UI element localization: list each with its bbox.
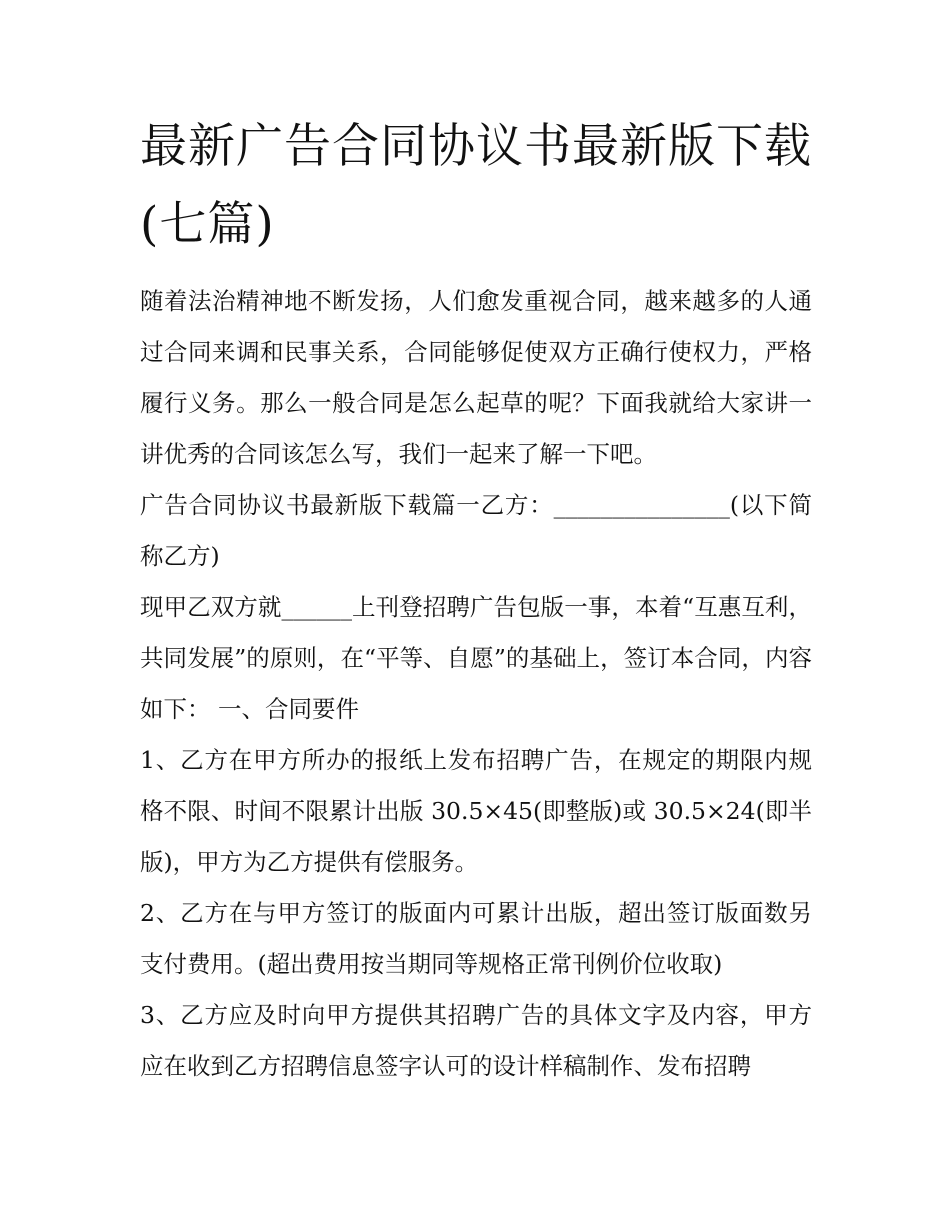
document-title: 最新广告合同协议书最新版下载(七篇): [140, 119, 812, 252]
contract-preamble-paragraph: 现甲乙双方就______上刊登招聘广告包版一事，本着“互惠互利，共同发展”的原则，在“平等、自愿”的基础上，签订本合同，内容如下： 一、合同要件: [140, 593, 812, 723]
clause-3-paragraph: 3、乙方应及时向甲方提供其招聘广告的具体文字及内容，甲方应在收到乙方招聘信息签字认可的设计样稿制作、发布招聘: [140, 1001, 812, 1080]
clause-2-paragraph: 2、乙方在与甲方签订的版面内可累计出版，超出签订版面数另支付费用。(超出费用按当期同等规格正常刊例价位收取): [140, 899, 812, 978]
intro-paragraph: 随着法治精神地不断发扬，人们愈发重视合同，越来越多的人通过合同来调和民事关系，合同能够促使双方正确行使权力，严格履行义务。那么一般合同是怎么起草的呢？下面我就给大家讲一讲优秀的合同该怎么写，我们一起来了解一下吧。: [140, 287, 812, 468]
contract-party-paragraph: 广告合同协议书最新版下载篇一乙方：_______________(以下简称乙方): [140, 491, 812, 570]
document-page: [140, 108, 812, 1092]
clause-1-paragraph: 1、乙方在甲方所办的报纸上发布招聘广告，在规定的期限内规格不限、时间不限累计出版 30.5×45(即整版)或 30.5×24(即半版)，甲方为乙方提供有偿服务。: [140, 746, 812, 876]
